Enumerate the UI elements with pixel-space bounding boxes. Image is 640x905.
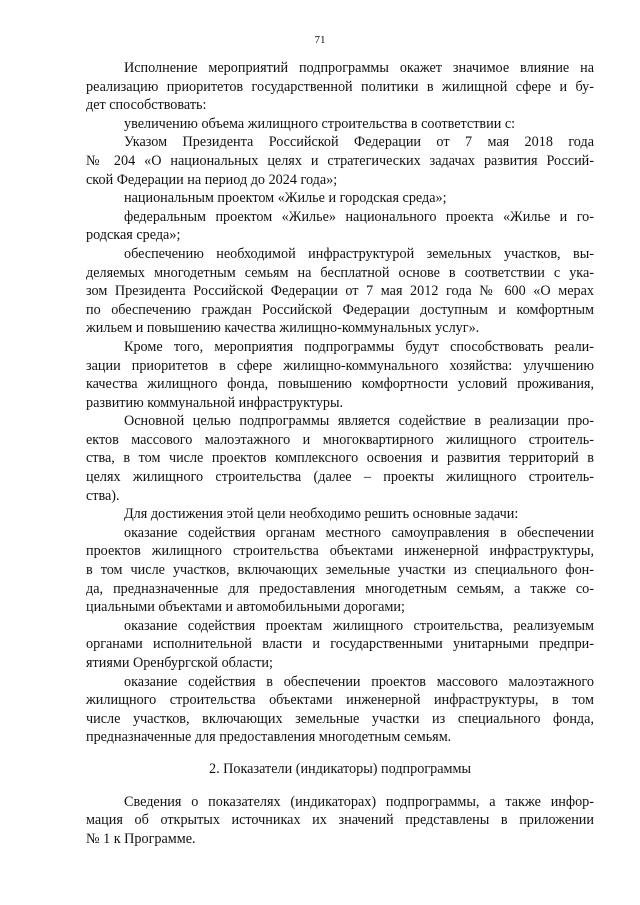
paragraph-main-goal bbox=[86, 412, 594, 505]
text-line: жильем и повышению качества жилищно-коммунальных услуг». bbox=[86, 320, 480, 337]
text-line: Исполнение мероприятий подпрограммы окажет значимое влияние на bbox=[124, 60, 594, 76]
text-line: ства, в том числе проектов комплексного освоения и развития территорий в bbox=[86, 450, 594, 467]
paragraph-housing-utilities bbox=[86, 338, 594, 412]
text-line: проектов жилищного строительства объектами инженерной инфраструктуры, bbox=[86, 543, 594, 560]
paragraph-federal-project bbox=[86, 208, 594, 245]
text-line: Для достижения этой цели необходимо решить основные задачи: bbox=[124, 506, 519, 523]
text-line: оказание содействия проектам жилищного строительства, реализуемым bbox=[124, 617, 594, 634]
text-line: национальным проектом «Жилье и городская среда»; bbox=[124, 190, 447, 207]
paragraph-task-executive-bodies bbox=[86, 617, 594, 673]
section-heading-text: 2. Показатели (индикаторы) подпрограммы bbox=[208, 760, 472, 777]
text-line: по обеспечению граждан Российской Федерации доступным и комфортным bbox=[86, 301, 594, 318]
text-line: предназначенные для предоставления многодетным семьям. bbox=[86, 729, 452, 746]
text-line: ства). bbox=[86, 487, 120, 504]
text-line: № 204 «О национальных целях и стратегических задачах развития Россий- bbox=[86, 152, 594, 169]
text-line: деляемых многодетным семьям на бесплатной основе в соответствии с ука- bbox=[86, 264, 594, 281]
text-line: родская среда»; bbox=[86, 227, 181, 244]
page-number: 71 bbox=[314, 34, 326, 46]
text-line: дет способствовать: bbox=[86, 97, 207, 114]
section-heading bbox=[86, 760, 594, 779]
text-line: реализацию приоритетов государственной политики в жилищной сфере и бу- bbox=[86, 78, 594, 95]
text-line: Сведения о показателях (индикаторах) подпрограммы, а также инфор- bbox=[124, 793, 594, 810]
text-line: мация об открытых источниках их значений представлены в приложении bbox=[86, 812, 594, 829]
text-line: качества жилищного фонда, повышению комфортности условий проживания, bbox=[86, 376, 594, 393]
text-line: оказание содействия в обеспечении проектов массового малоэтажного bbox=[124, 673, 594, 690]
paragraph-presidential-decree-2018 bbox=[86, 133, 594, 189]
text-line: числе участков, включающих земельные участки из специального фонда, bbox=[86, 710, 594, 727]
paragraph-national-project bbox=[86, 189, 594, 208]
text-line: да, предназначенные для предоставления многодетным семьям, а также со- bbox=[86, 580, 594, 597]
document-body bbox=[86, 59, 594, 848]
text-line: Кроме того, мероприятия подпрограммы будут способствовать реали- bbox=[124, 338, 594, 355]
text-line: целях жилищного строительства (далее – проекты жилищного строитель- bbox=[86, 469, 594, 486]
text-line: циальными объектами и автомобильными дорогами; bbox=[86, 599, 405, 616]
text-line: Указом Президента Российской Федерации от 7 мая 2018 года bbox=[124, 134, 594, 151]
text-line: ятиями Оренбургской области; bbox=[86, 655, 273, 671]
text-line: ектов массового малоэтажного и многоквартирного жилищного строитель- bbox=[86, 431, 594, 448]
text-line: оказание содействия органам местного самоуправления в обеспечении bbox=[124, 524, 594, 541]
paragraph-impact-intro bbox=[86, 59, 594, 115]
text-line: жилищного строительства объектами инженерной инфраструктуры, в том bbox=[86, 692, 594, 709]
text-line: развитию коммунальной инфраструктуры. bbox=[86, 394, 344, 411]
text-line: зации приоритетов в сфере жилищно-коммунального хозяйства: улучшению bbox=[86, 357, 594, 374]
text-line: федеральным проектом «Жилье» национального проекта «Жилье и го- bbox=[124, 208, 594, 225]
paragraph-housing-volume bbox=[86, 115, 594, 134]
text-line: Основной целью подпрограммы является содействие в реализации про- bbox=[124, 413, 594, 430]
text-line: органами исполнительной власти и государственными унитарными предпри- bbox=[86, 636, 594, 653]
paragraph-infrastructure-provision bbox=[86, 245, 594, 338]
paragraph-task-low-rise bbox=[86, 673, 594, 747]
text-line: ской Федерации на период до 2024 года»; bbox=[86, 171, 338, 188]
text-line: зом Президента Российской Федерации от 7 мая 2012 года № 600 «О мерах bbox=[86, 283, 594, 300]
paragraph-task-local-government bbox=[86, 524, 594, 617]
text-line: в том числе участков, включающих земельные участки из специального фон- bbox=[86, 562, 594, 579]
paragraph-indicators-info bbox=[86, 793, 594, 849]
paragraph-main-tasks bbox=[86, 505, 594, 524]
text-line: обеспечению необходимой инфраструктурой земельных участков, вы- bbox=[124, 245, 594, 262]
text-line: № 1 к Программе. bbox=[86, 830, 196, 847]
text-line: увеличению объема жилищного строительства в соответствии с: bbox=[124, 115, 516, 132]
